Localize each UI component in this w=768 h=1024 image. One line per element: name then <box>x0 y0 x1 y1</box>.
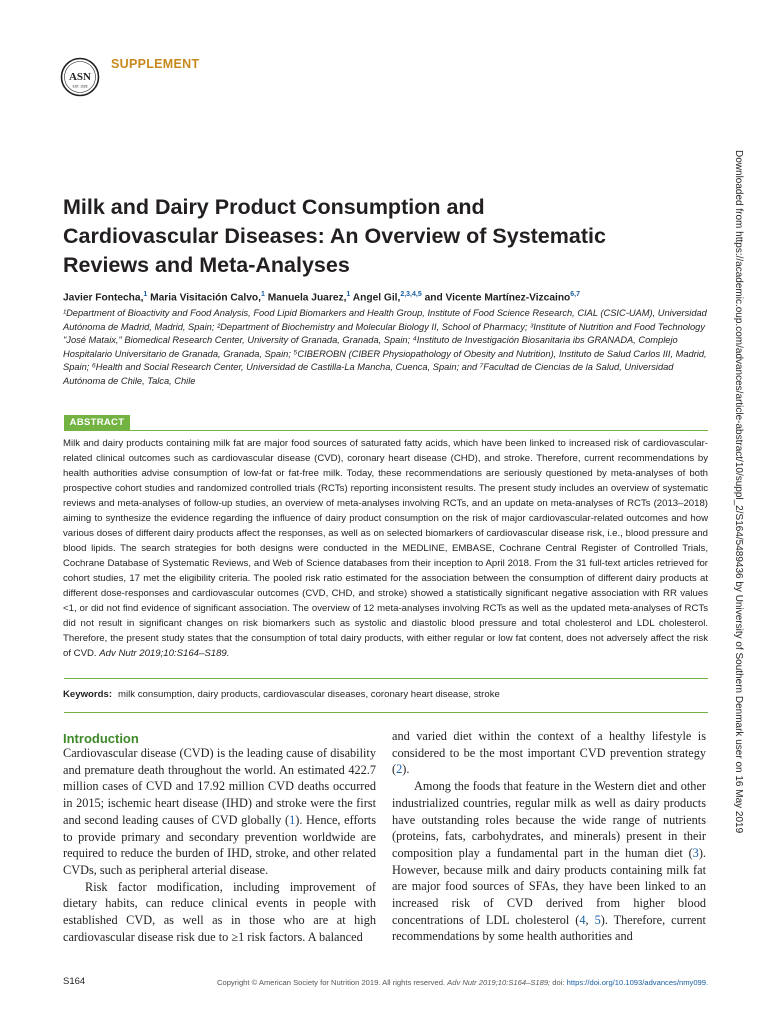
paragraph: Risk factor modification, including improvement of dietary habits, can reduce clinical events in people with established CVD, as well as in those who are at high cardiovascular disease risk due to ≥1 risk factors. A balanced <box>63 879 376 944</box>
asn-logo <box>60 57 100 97</box>
keywords-label: Keywords: <box>63 689 113 700</box>
page-number: S164 <box>63 976 86 987</box>
svg-text:EST. 1928: EST. 1928 <box>72 84 88 89</box>
author-name[interactable]: Javier Fontecha, <box>63 292 144 304</box>
abstract-label: ABSTRACT <box>64 415 130 430</box>
body-column-right <box>392 728 706 945</box>
journal-citation: Adv Nutr 2019;10:S164–S189; <box>447 978 551 987</box>
author-affil-sup: 1 <box>260 291 265 298</box>
page-footer <box>217 978 709 987</box>
doi-label: doi: <box>552 978 565 987</box>
author-affil-sup: 1 <box>143 291 148 298</box>
reference-link[interactable]: 1 <box>289 812 296 827</box>
abstract-text: Milk and dairy products containing milk fat are major food sources of saturated fatty acids, which have been linked to increased risk of cardiovascular-related clinical outcomes such as cardiovascular disease (CVD), coronary heart disease (CHD), and stroke. Therefore, current recommendations by health authorities advise consumption of low-fat or fat-free milk. Today, these recommendations are seriously questioned by meta-analyses of both prospective cohort studies and randomized controlled trials (RCTs) reporting inconsistent results. The present study includes an overview of systematic reviews and meta-analyses of follow-up studies, an overview of meta-analyses involving RCTs, and an update on meta-analyses of RCTs (2013–2018) aiming to synthesize the evidence regarding the influence of dairy product consumption on the risk of major cardiovascular-related outcomes and how various doses of different dairy products affect the responses, as well as on selected biomarkers of cardiovascular disease risk, i.e., blood pressure and blood lipids. The search strategies for both designs were conducted in the MEDLINE, EMBASE, Cochrane Central Register of Controlled Trials, Cochrane Database of Systematic Reviews, and Web of Science databases from their inception to April 2018. From the 31 full-text articles retrieved for cohort studies, 17 met the eligibility criteria. The pooled risk ratio estimated for the association between the consumption of different dairy products at different dose-responses and cardiovascular outcomes (CVD, CHD, and stroke) showed a statistically significant negative association with RR values <1, or did not find evidence of significant association. The overview of 12 meta-analyses involving RCTs as well as the updated meta-analyses of RCTs did not result in significant changes on risk biomarkers such as systolic and diastolic blood pressure and total cholesterol and LDL cholesterol. Therefore, the present study states that the consumption of total dairy products, with either regular or low fat content, does not adversely affect the risk of CVD. <box>63 438 708 659</box>
abstract-divider <box>64 430 708 431</box>
author-name[interactable]: Angel Gil, <box>352 292 401 304</box>
author-affil-sup: 6,7 <box>570 291 580 298</box>
author-list <box>63 291 713 303</box>
reference-link[interactable]: 3 <box>692 845 699 860</box>
keywords-divider-bottom <box>64 712 708 713</box>
paragraph: Among the foods that feature in the Western diet and other industrialized countries, regular milk as well as dairy products have outstanding roles because the wide range of nutrients (proteins, fats, carbohydrates, and minerals) present in their composition play a fundamental part in the human diet (3). However, because milk and dairy products containing milk fat are major food sources of SFAs, they have been linked to an increased risk of CVD derived from higher blood concentrations of LDL cholesterol (4, 5). Therefore, current recommendations by some health authorities and <box>392 779 706 944</box>
author-name[interactable]: Maria Visitación Calvo, <box>150 292 261 304</box>
abstract-body <box>63 436 708 661</box>
supplement-label: SUPPLEMENT <box>111 57 200 71</box>
author-affil-sup: 2,3,4,5 <box>400 291 422 298</box>
reference-link[interactable]: 4 <box>579 912 586 927</box>
abstract-citation: Adv Nutr 2019;10:S164–S189. <box>99 648 230 659</box>
reference-link[interactable]: 5 <box>594 912 601 927</box>
keywords-line <box>63 689 708 700</box>
keywords-text: milk consumption, dairy products, cardiovascular diseases, coronary heart disease, stroke <box>118 689 500 700</box>
author-name[interactable]: and Vicente Martínez-Vizcaino <box>424 292 571 304</box>
author-affil-sup: 1 <box>346 291 351 298</box>
keywords-divider-top <box>64 678 708 679</box>
section-heading-introduction: Introduction <box>63 731 139 746</box>
svg-text:ASN: ASN <box>68 71 92 83</box>
author-name[interactable]: Manuela Juarez, <box>267 292 347 304</box>
doi-link[interactable]: https://doi.org/10.1093/advances/nmy099. <box>566 978 709 987</box>
paragraph: and varied diet within the context of a healthy lifestyle is considered to be the most important CVD prevention strategy (2). <box>392 729 706 777</box>
article-title: Milk and Dairy Product Consumption and Cardiovascular Diseases: An Overview of Systematic Reviews and Meta-Analyses <box>63 195 606 277</box>
affiliations: ¹Department of Bioactivity and Food Analysis, Food Lipid Biomarkers and Health Group, Institute of Food Science Research, CIAL (CSIC-UAM), Universidad Autónoma de Madrid, Madrid, Spain; ²Department of Biochemistry and Molecular Biology II, School of Pharmacy; ³Institute of Nutrition and Food Technology "José Mataix," Biomedical Research Center, University of Granada, Granada, Spain; ⁴Instituto de Investigación Biosanitaria ibs GRANADA, Complejo Hospitalario Universitario de Granada, Granada, Spain; ⁵CIBEROBN (CIBER Physiopathology of Obesity and Nutrition), Instituto de Salud Carlos III, Madrid, Spain; ⁶Health and Social Research Center, Universidad de Castilla-La Mancha, Cuenca, Spain; and ⁷Facultad de Ciencias de la Salud, Universidad Autónoma de Chile, Talca, Chile <box>63 308 707 386</box>
reference-link[interactable]: 2 <box>396 762 403 777</box>
body-column-left <box>63 745 376 945</box>
download-notice: Downloaded from https://academic.oup.com/advances/article-abstract/10/suppl_2/S164/5489436 by University of Southern Denmark user on 16 May 2019 <box>733 150 744 834</box>
copyright-text: Copyright © American Society for Nutrition 2019. All rights reserved. <box>217 978 446 987</box>
paragraph: Cardiovascular disease (CVD) is the leading cause of disability and premature death throughout the world. An estimated 422.7 million cases of CVD and 17.92 million CVD deaths occurred in 2015; ischemic heart disease (IHD) and stroke were the first and second leading causes of CVD globally (1). Hence, efforts to provide primary and secondary prevention worldwide are required to reduce the burden of IHD, stroke, and other related CVDs, such as peripheral arterial disease. <box>63 746 376 877</box>
